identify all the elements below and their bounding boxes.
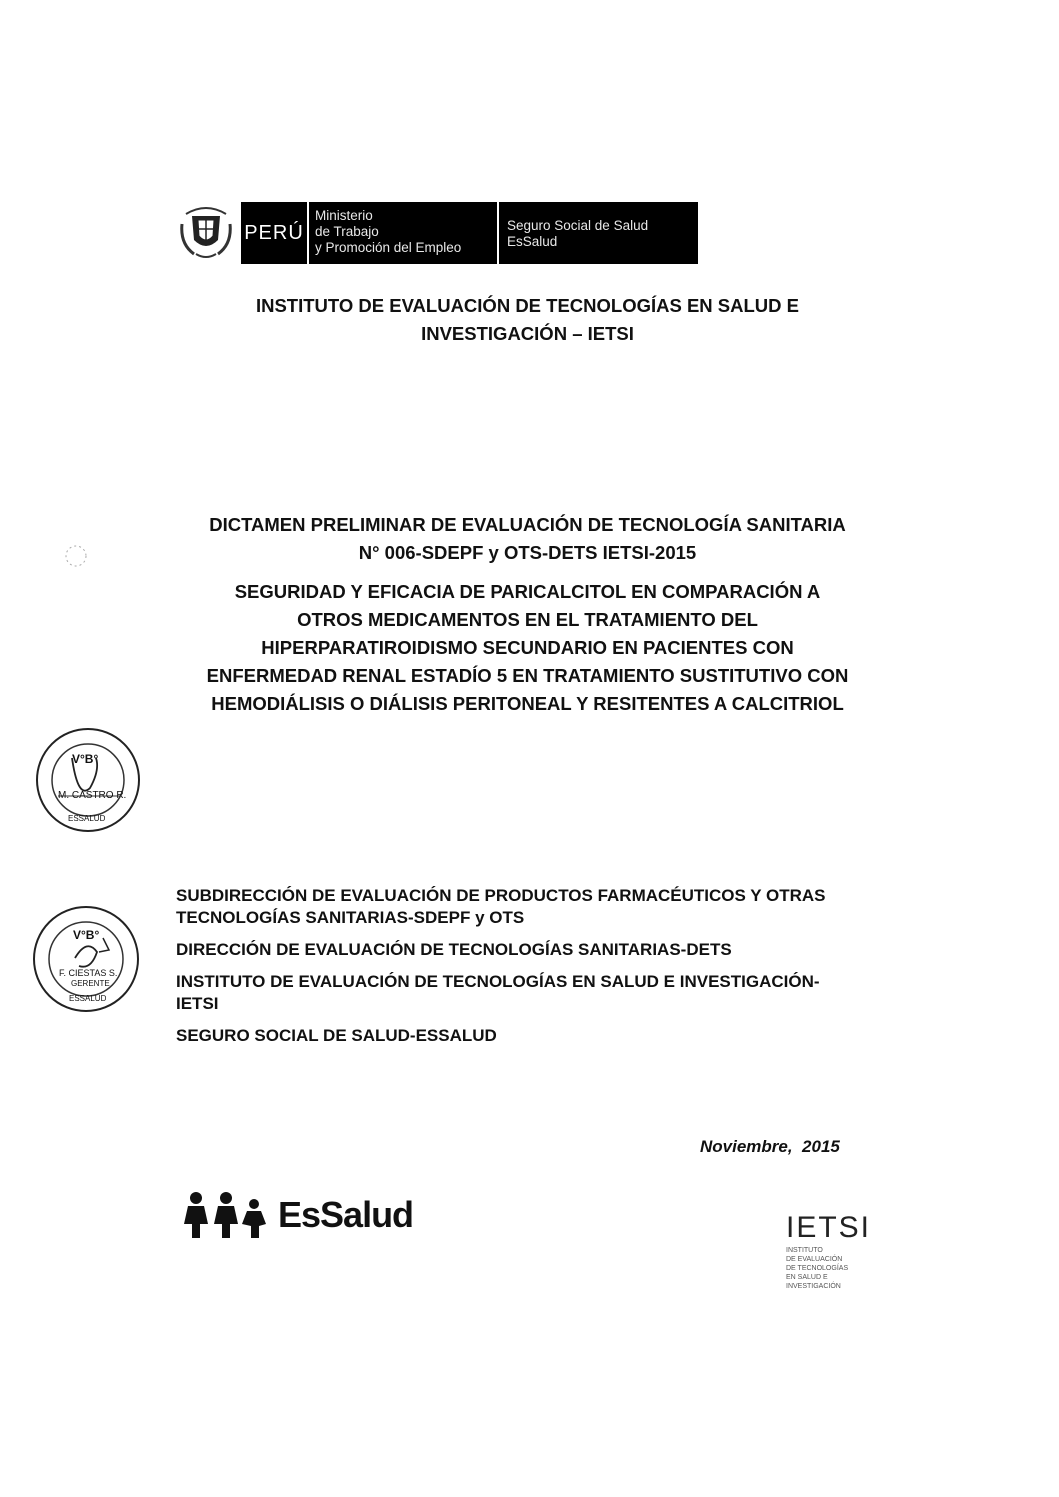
peru-coat-of-arms [178,200,234,262]
peru-label: PERÚ [241,202,309,264]
stamp-vb: V°B° [73,928,100,942]
ministry-label: Ministerio de Trabajo y Promoción del Empleo [309,202,499,264]
ietsi-logo [786,1212,886,1296]
issuing-units [176,885,896,1047]
agency-label: Seguro Social de Salud EsSalud [507,218,649,249]
stamp-vb: V°B° [72,752,99,766]
approval-stamp-gerente [33,906,139,1012]
ietsi-logo-text: IETSI [786,1211,872,1244]
section-essalud: SEGURO SOCIAL DE SALUD-ESSALUD [176,1026,497,1045]
essalud-logo [182,1186,452,1242]
document-date: Noviembre, 2015 [700,1137,840,1156]
ietsi-logo-subtitle: INSTITUTO DE EVALUACIÓN DE TECNOLOGÍAS EN SALUD E INVESTIGACIÓN [786,1247,849,1290]
scan-mark [62,540,90,572]
institute-title: INSTITUTO DE EVALUACIÓN DE TECNOLOGÍAS EN SALUD E INVESTIGACIÓN – IETSI [255,295,800,344]
stamp-name: F. CIESTAS S. [59,968,118,978]
section-ietsi: INSTITUTO DE EVALUACIÓN DE TECNOLOGÍAS EN SALUD E INVESTIGACIÓN- IETSI [176,972,820,1013]
document-subject: SEGURIDAD Y EFICACIA DE PARICALCITOL EN COMPARACIÓN A OTROS MEDICAMENTOS EN EL TRATAMIENTO DEL HIPERPARATIROIDISMO SECUNDARIO EN PACIENTES CON ENFERMEDAD RENAL ESTADÍO 5 EN TRATAMIENTO SUSTITUTIVO CON HEMODIÁLISIS O DIÁLISIS PERITONEAL Y RESITENTES A CALCITRIOL [206,581,849,714]
stamp-ring-text: ESSALUD [68,814,106,823]
essalud-logo-text: EsSalud [278,1194,414,1235]
stamp-ring-text: ESSALUD [69,994,107,1003]
section-dets: DIRECCIÓN DE EVALUACIÓN DE TECNOLOGÍAS SANITARIAS-DETS [176,940,732,959]
stamp-role: GERENTE [71,979,110,988]
stamp-name: M. CASTRO R. [58,790,127,801]
approval-stamp-castro [36,728,140,832]
dictamen-heading: DICTAMEN PRELIMINAR DE EVALUACIÓN DE TECNOLOGÍA SANITARIA N° 006-SDEPF y OTS-DETS IETSI-2015 [209,514,846,563]
government-banner [241,202,698,264]
section-sdepf: SUBDIRECCIÓN DE EVALUACIÓN DE PRODUCTOS FARMACÉUTICOS Y OTRAS TECNOLOGÍAS SANITARIAS-SDEPF y OTS [176,886,826,927]
